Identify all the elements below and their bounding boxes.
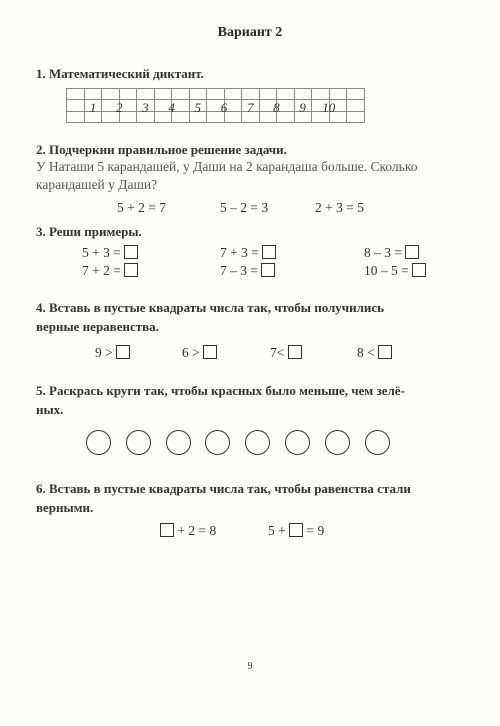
task3-example xyxy=(82,245,138,261)
inequality-text: 9 > xyxy=(95,345,113,360)
page-number: 9 xyxy=(247,661,253,672)
answer-box[interactable] xyxy=(405,245,419,259)
example-text: 7 + 2 = xyxy=(82,263,121,278)
circle-to-color[interactable] xyxy=(245,430,270,455)
task2-option-3[interactable]: 2 + 3 = 5 xyxy=(315,200,364,215)
inequality-text: 6 > xyxy=(182,345,200,360)
grid-cell xyxy=(85,89,103,100)
dictation-number: 10 xyxy=(322,100,336,115)
dictation-number: 4 xyxy=(168,100,175,115)
equation-text: 5 + xyxy=(268,523,286,538)
task5-heading-line1: 5. Раскрась круги так, чтобы красных было меньше, чем зелё- xyxy=(36,383,405,398)
grid-cell xyxy=(120,89,138,100)
grid-cell xyxy=(172,89,190,100)
grid-cell xyxy=(67,89,85,100)
grid-cell xyxy=(102,89,120,100)
example-text: 7 – 3 = xyxy=(220,263,258,278)
dictation-number: 1 xyxy=(89,100,97,115)
task4-inequality xyxy=(95,345,130,361)
grid-cell xyxy=(190,89,208,100)
task3-example xyxy=(220,245,276,261)
circle-to-color[interactable] xyxy=(325,430,350,455)
example-text: 10 – 5 = xyxy=(364,263,409,278)
task2-problem-line1: У Наташи 5 карандашей, у Даши на 2 карандаша больше. Сколько xyxy=(36,159,418,174)
task2-problem-line2: карандашей у Даши? xyxy=(36,177,158,192)
task6-heading-line2: верными. xyxy=(36,500,94,515)
answer-box[interactable] xyxy=(412,263,426,277)
answer-box[interactable] xyxy=(289,523,303,537)
dictation-number: 6 xyxy=(220,100,228,115)
task4-inequality xyxy=(357,345,392,361)
task4-heading-line2: верные неравенства. xyxy=(36,319,159,334)
answer-box[interactable] xyxy=(160,523,174,537)
variant-title: Вариант 2 xyxy=(217,25,283,40)
task4-inequality xyxy=(182,345,217,361)
answer-box[interactable] xyxy=(116,345,130,359)
circle-to-color[interactable] xyxy=(86,430,111,455)
grid-cell xyxy=(312,89,330,100)
grid-cell xyxy=(207,89,225,100)
example-text: 5 + 3 = xyxy=(82,245,121,260)
grid-cell xyxy=(277,89,295,100)
grid-cell xyxy=(295,89,313,100)
task1-heading: 1. Математический диктант. xyxy=(36,66,204,81)
answer-box[interactable] xyxy=(203,345,217,359)
circle-to-color[interactable] xyxy=(126,430,151,455)
grid-cell xyxy=(330,89,348,100)
example-text: 8 – 3 = xyxy=(364,245,402,260)
answer-box[interactable] xyxy=(124,245,138,259)
answer-box[interactable] xyxy=(261,263,275,277)
grid-cell xyxy=(242,89,260,100)
circle-to-color[interactable] xyxy=(166,430,191,455)
grid-cell xyxy=(347,112,365,123)
grid-cell xyxy=(347,89,365,100)
dictation-number: 3 xyxy=(142,100,149,115)
task5-heading-line2: ных. xyxy=(36,402,64,417)
task6-equation-1 xyxy=(160,523,216,539)
grid-cell xyxy=(137,89,155,100)
task2-option-1[interactable]: 5 + 2 = 7 xyxy=(117,200,166,215)
equation-text: = 9 xyxy=(306,523,325,538)
grid-cell xyxy=(347,100,365,111)
task3-example xyxy=(82,263,138,279)
answer-box[interactable] xyxy=(378,345,392,359)
task4-heading-line1: 4. Вставь в пустые квадраты числа так, чтобы получились xyxy=(36,300,385,315)
task4-inequality xyxy=(270,345,302,361)
task3-heading: 3. Реши примеры. xyxy=(36,224,142,239)
answer-box[interactable] xyxy=(262,245,276,259)
grid-cell xyxy=(225,89,243,100)
grid-cell xyxy=(67,112,85,123)
task3-example xyxy=(364,263,426,279)
dictation-number: 5 xyxy=(194,100,202,115)
equation-text: + 2 = 8 xyxy=(177,523,217,538)
dictation-number: 7 xyxy=(246,100,254,115)
task6-heading-line1: 6. Вставь в пустые квадраты числа так, чтобы равенства стали xyxy=(36,481,411,496)
inequality-text: 7< xyxy=(270,345,285,360)
example-text: 7 + 3 = xyxy=(220,245,259,260)
circle-to-color[interactable] xyxy=(365,430,390,455)
circle-to-color[interactable] xyxy=(285,430,310,455)
dictation-number: 2 xyxy=(115,100,123,115)
task2-option-2[interactable]: 5 – 2 = 3 xyxy=(220,200,269,215)
answer-box[interactable] xyxy=(124,263,138,277)
circle-to-color[interactable] xyxy=(205,430,230,455)
grid-cell xyxy=(260,89,278,100)
answer-box[interactable] xyxy=(288,345,302,359)
task6-equation-2 xyxy=(268,523,324,539)
task3-example xyxy=(220,263,275,279)
dictation-number: 9 xyxy=(299,100,306,115)
inequality-text: 8 < xyxy=(357,345,375,360)
task2-heading: 2. Подчеркни правильное решение задачи. xyxy=(36,142,287,157)
task3-example xyxy=(364,245,419,261)
grid-cell xyxy=(67,100,85,111)
grid-cell xyxy=(155,89,173,100)
dictation-number: 8 xyxy=(273,100,280,115)
